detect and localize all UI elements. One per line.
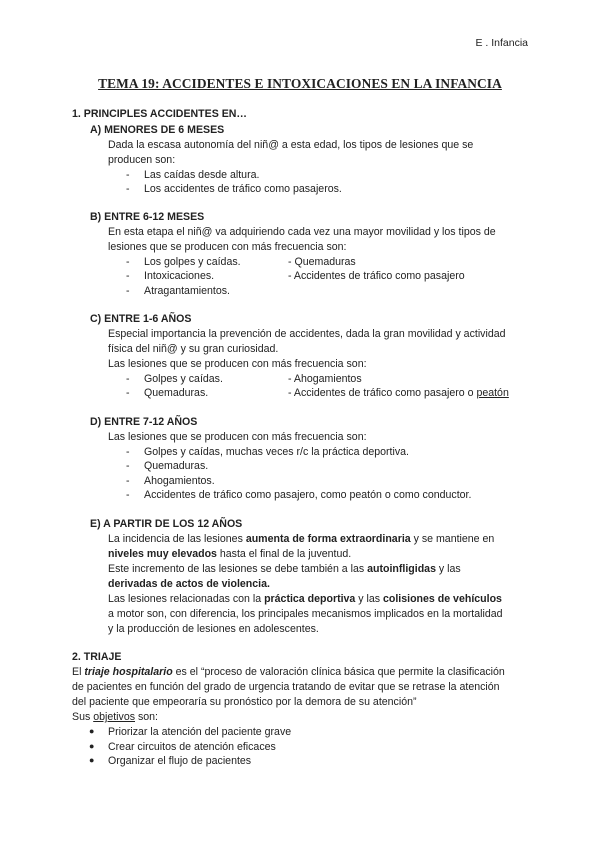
- list-item: Las caídas desde altura.: [144, 169, 260, 181]
- bullet-dash: -: [126, 446, 130, 458]
- list-item: Los golpes y caídas.: [144, 256, 241, 268]
- bullet-dash: -: [126, 373, 130, 385]
- list-item: Crear circuitos de atención eficaces: [108, 741, 276, 753]
- subsection-c-text: física del niñ@ y su gran curiosidad.: [108, 343, 279, 355]
- bullet-dash: -: [126, 475, 130, 487]
- list-item: Quemaduras.: [144, 387, 209, 399]
- subsection-e-text: derivadas de actos de violencia.: [108, 578, 270, 590]
- bold-text: aumenta de forma extraordinaria: [245, 533, 411, 545]
- subsection-c-heading: C) ENTRE 1-6 AÑOS: [90, 313, 192, 325]
- subsection-b-text: lesiones que se producen con más frecuencia son:: [108, 241, 347, 253]
- text: Este incremento de las lesiones se debe también a las: [108, 563, 368, 575]
- bullet-dash: -: [126, 387, 130, 399]
- subsection-a-heading: A) MENORES DE 6 MESES: [90, 124, 225, 136]
- text: es el “proceso de valoración clínica básica que permite la clasificación: [172, 666, 505, 678]
- bullet-dash: -: [126, 489, 130, 501]
- list-item: - Accidentes de tráfico como pasajero: [288, 270, 465, 282]
- list-item: Ahogamientos.: [144, 475, 215, 487]
- list-item: Accidentes de tráfico como pasajero, como peatón o como conductor.: [144, 489, 472, 501]
- page-header: E . Infancia: [475, 37, 528, 49]
- list-item: - Quemaduras: [288, 256, 356, 268]
- bold-text: niveles muy elevados: [108, 548, 217, 560]
- bold-text: práctica deportiva: [264, 593, 356, 605]
- list-item: - Ahogamientos: [288, 373, 362, 385]
- triaje-text: [72, 666, 505, 678]
- list-item: Los accidentes de tráfico como pasajeros.: [144, 183, 342, 195]
- bullet-dash: -: [126, 460, 130, 472]
- subsection-e-heading: E) A PARTIR DE LOS 12 AÑOS: [90, 518, 243, 530]
- subsection-b-text: En esta etapa el niñ@ va adquiriendo cada vez una mayor movilidad y los tipos de: [108, 226, 496, 238]
- subsection-d-text: Las lesiones que se producen con más frecuencia son:: [108, 431, 367, 443]
- list-item: Atragantamientos.: [144, 285, 230, 297]
- subsection-c-text: Las lesiones que se producen con más frecuencia son:: [108, 358, 367, 370]
- bold-text: autoinfligidas: [367, 563, 436, 575]
- triaje-text: de pacientes en función del grado de urgencia tratando de evitar que se retrase la atención: [72, 681, 500, 693]
- subsection-d-heading: D) ENTRE 7-12 AÑOS: [90, 416, 198, 428]
- bullet-dot-icon: ●: [89, 741, 95, 751]
- list-item: Organizar el flujo de pacientes: [108, 755, 252, 767]
- bullet-dot-icon: ●: [89, 726, 95, 736]
- underlined-word: peatón: [476, 387, 509, 399]
- bullet-dash: -: [126, 256, 130, 268]
- subsection-c-text: Especial importancia la prevención de accidentes, dada la gran movilidad y actividad: [108, 328, 506, 340]
- text: son:: [135, 711, 158, 723]
- text: y las: [355, 593, 383, 605]
- text: hasta el final de la juventud.: [216, 548, 352, 560]
- bullet-dash: -: [126, 285, 130, 297]
- subsection-e-text: [108, 533, 494, 545]
- text: y se mantiene en: [410, 533, 495, 545]
- subsection-a-text: producen son:: [108, 154, 176, 166]
- list-item: Quemaduras.: [144, 460, 209, 472]
- section-1-heading: 1. PRINCIPLES ACCIDENTES EN…: [72, 108, 248, 120]
- text: El: [72, 666, 85, 678]
- subsection-e-text: [108, 548, 351, 560]
- underlined-word: objetivos: [93, 711, 136, 723]
- subsection-a-text: Dada la escasa autonomía del niñ@ a esta edad, los tipos de lesiones que se: [108, 139, 474, 151]
- list-item: Priorizar la atención del paciente grave: [108, 726, 292, 738]
- list-item: Golpes y caídas, muchas veces r/c la práctica deportiva.: [144, 446, 409, 458]
- subsection-e-text: y la producción de lesiones en adolescentes.: [108, 623, 319, 635]
- list-item: Golpes y caídas.: [144, 373, 223, 385]
- subsection-e-text: [108, 563, 461, 575]
- list-item-text: - Accidentes de tráfico como pasajero o: [288, 387, 477, 399]
- text: Sus: [72, 711, 94, 723]
- list-item: [288, 387, 509, 399]
- text: y las: [435, 563, 461, 575]
- triaje-text: del paciente que empeoraría su pronóstico por la demora de su atención”: [72, 696, 417, 708]
- list-item: Intoxicaciones.: [144, 270, 215, 282]
- triaje-text: [72, 711, 158, 723]
- bold-italic-text: triaje hospitalario: [84, 666, 173, 678]
- text: Las lesiones relacionadas con la: [108, 593, 265, 605]
- bullet-dash: -: [126, 169, 130, 181]
- bullet-dot-icon: ●: [89, 755, 95, 765]
- subsection-e-text: [108, 593, 502, 605]
- page-title: TEMA 19: ACCIDENTES E INTOXICACIONES EN LA INFANCIA: [98, 76, 502, 91]
- subsection-e-text: a motor son, con diferencia, los principales mecanismos implicados en la mortalidad: [108, 608, 503, 620]
- bold-text: colisiones de vehículos: [383, 593, 502, 605]
- section-2-heading: 2. TRIAJE: [72, 651, 122, 663]
- text: La incidencia de las lesiones: [108, 533, 246, 545]
- subsection-b-heading: B) ENTRE 6-12 MESES: [90, 211, 205, 223]
- bullet-dash: -: [126, 270, 130, 282]
- bullet-dash: -: [126, 183, 130, 195]
